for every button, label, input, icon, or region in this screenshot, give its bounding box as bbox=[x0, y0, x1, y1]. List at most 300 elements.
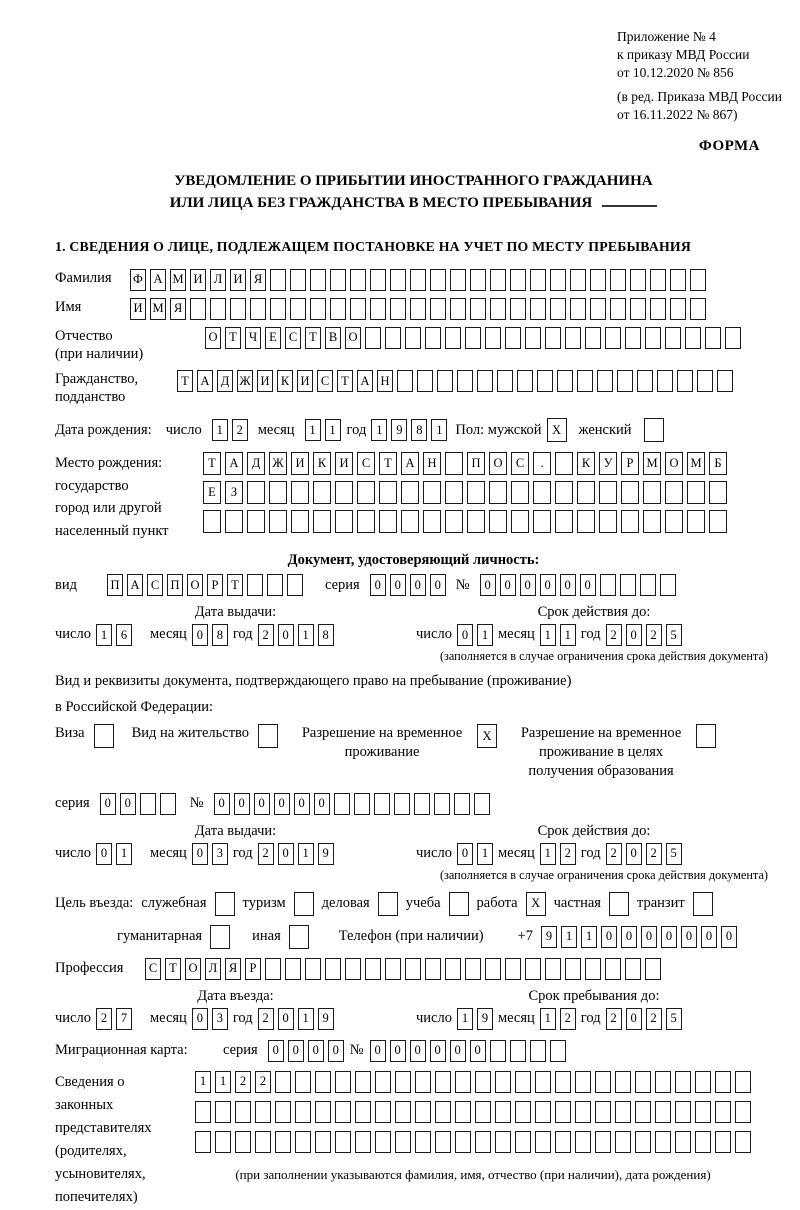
char-cell[interactable]: 1 bbox=[96, 624, 112, 646]
char-cell[interactable]: 3 bbox=[212, 1008, 228, 1030]
char-cell[interactable] bbox=[575, 1071, 591, 1093]
char-cell[interactable] bbox=[617, 370, 633, 392]
char-cell[interactable]: 1 bbox=[116, 843, 132, 865]
char-cell[interactable]: 0 bbox=[192, 624, 208, 646]
char-cell[interactable]: 1 bbox=[212, 419, 228, 441]
char-cell[interactable]: 0 bbox=[410, 1040, 426, 1062]
char-cell[interactable] bbox=[289, 925, 309, 949]
char-cell[interactable] bbox=[475, 1131, 491, 1153]
char-cell[interactable]: 1 bbox=[560, 624, 576, 646]
char-cell[interactable] bbox=[735, 1071, 751, 1093]
char-cell[interactable]: Ж bbox=[237, 370, 253, 392]
char-cell[interactable] bbox=[275, 1101, 291, 1123]
char-cell[interactable]: 0 bbox=[661, 926, 677, 948]
char-cell[interactable] bbox=[610, 269, 626, 291]
char-cell[interactable] bbox=[247, 510, 265, 533]
char-cell[interactable]: И bbox=[230, 269, 246, 291]
char-cell[interactable]: 2 bbox=[255, 1071, 271, 1093]
char-cell[interactable]: О bbox=[665, 452, 683, 475]
char-cell[interactable] bbox=[385, 327, 401, 349]
char-cell[interactable]: 5 bbox=[666, 843, 682, 865]
char-cell[interactable] bbox=[620, 574, 636, 596]
char-cell[interactable]: 9 bbox=[318, 1008, 334, 1030]
char-cell[interactable] bbox=[354, 793, 370, 815]
char-cell[interactable] bbox=[555, 1071, 571, 1093]
char-cell[interactable] bbox=[190, 298, 206, 320]
char-cell[interactable]: Н bbox=[423, 452, 441, 475]
char-cell[interactable]: 0 bbox=[457, 843, 473, 865]
char-cell[interactable] bbox=[665, 327, 681, 349]
char-cell[interactable] bbox=[435, 1071, 451, 1093]
char-cell[interactable] bbox=[267, 574, 283, 596]
char-cell[interactable]: 0 bbox=[560, 574, 576, 596]
char-cell[interactable] bbox=[455, 1131, 471, 1153]
char-cell[interactable] bbox=[725, 327, 741, 349]
char-cell[interactable] bbox=[370, 269, 386, 291]
char-cell[interactable] bbox=[605, 327, 621, 349]
char-cell[interactable]: X bbox=[477, 724, 497, 748]
char-cell[interactable] bbox=[395, 1071, 411, 1093]
char-cell[interactable]: И bbox=[297, 370, 313, 392]
char-cell[interactable] bbox=[470, 298, 486, 320]
char-cell[interactable]: 1 bbox=[298, 843, 314, 865]
char-cell[interactable] bbox=[295, 1101, 311, 1123]
char-cell[interactable] bbox=[415, 1071, 431, 1093]
char-cell[interactable]: О bbox=[187, 574, 203, 596]
char-cell[interactable] bbox=[545, 327, 561, 349]
char-cell[interactable]: 0 bbox=[278, 843, 294, 865]
char-cell[interactable] bbox=[715, 1101, 731, 1123]
char-cell[interactable] bbox=[310, 269, 326, 291]
char-cell[interactable] bbox=[395, 1101, 411, 1123]
char-cell[interactable] bbox=[599, 481, 617, 504]
char-cell[interactable] bbox=[715, 1131, 731, 1153]
char-cell[interactable] bbox=[585, 958, 601, 980]
char-cell[interactable]: 9 bbox=[541, 926, 557, 948]
char-cell[interactable] bbox=[415, 1131, 431, 1153]
char-cell[interactable] bbox=[265, 958, 281, 980]
char-cell[interactable] bbox=[575, 1131, 591, 1153]
char-cell[interactable] bbox=[660, 574, 676, 596]
char-cell[interactable] bbox=[455, 1101, 471, 1123]
char-cell[interactable] bbox=[677, 370, 693, 392]
char-cell[interactable] bbox=[230, 298, 246, 320]
char-cell[interactable]: Р bbox=[245, 958, 261, 980]
char-cell[interactable] bbox=[454, 793, 470, 815]
char-cell[interactable] bbox=[365, 327, 381, 349]
char-cell[interactable]: 2 bbox=[606, 843, 622, 865]
char-cell[interactable] bbox=[550, 1040, 566, 1062]
char-cell[interactable]: 0 bbox=[470, 1040, 486, 1062]
char-cell[interactable] bbox=[255, 1101, 271, 1123]
char-cell[interactable]: 0 bbox=[480, 574, 496, 596]
char-cell[interactable]: 0 bbox=[268, 1040, 284, 1062]
char-cell[interactable] bbox=[615, 1071, 631, 1093]
char-cell[interactable] bbox=[375, 1131, 391, 1153]
char-cell[interactable] bbox=[247, 574, 263, 596]
char-cell[interactable]: 2 bbox=[646, 843, 662, 865]
char-cell[interactable] bbox=[597, 370, 613, 392]
char-cell[interactable]: 0 bbox=[580, 574, 596, 596]
char-cell[interactable] bbox=[565, 958, 581, 980]
char-cell[interactable] bbox=[225, 510, 243, 533]
char-cell[interactable] bbox=[355, 1131, 371, 1153]
char-cell[interactable] bbox=[625, 327, 641, 349]
char-cell[interactable] bbox=[550, 269, 566, 291]
char-cell[interactable] bbox=[467, 481, 485, 504]
char-cell[interactable]: О bbox=[489, 452, 507, 475]
char-cell[interactable]: Т bbox=[227, 574, 243, 596]
char-cell[interactable] bbox=[709, 510, 727, 533]
char-cell[interactable] bbox=[489, 510, 507, 533]
char-cell[interactable] bbox=[643, 510, 661, 533]
char-cell[interactable]: 9 bbox=[391, 419, 407, 441]
char-cell[interactable] bbox=[310, 298, 326, 320]
char-cell[interactable] bbox=[355, 1071, 371, 1093]
char-cell[interactable] bbox=[401, 510, 419, 533]
char-cell[interactable] bbox=[670, 269, 686, 291]
char-cell[interactable] bbox=[475, 1101, 491, 1123]
char-cell[interactable]: 0 bbox=[234, 793, 250, 815]
char-cell[interactable] bbox=[430, 269, 446, 291]
char-cell[interactable] bbox=[291, 510, 309, 533]
char-cell[interactable] bbox=[315, 1131, 331, 1153]
char-cell[interactable]: М bbox=[150, 298, 166, 320]
char-cell[interactable]: 0 bbox=[626, 1008, 642, 1030]
char-cell[interactable]: Р bbox=[621, 452, 639, 475]
char-cell[interactable]: 1 bbox=[540, 1008, 556, 1030]
char-cell[interactable] bbox=[555, 1131, 571, 1153]
char-cell[interactable] bbox=[357, 510, 375, 533]
char-cell[interactable]: А bbox=[127, 574, 143, 596]
char-cell[interactable]: 7 bbox=[116, 1008, 132, 1030]
char-cell[interactable]: 0 bbox=[457, 624, 473, 646]
char-cell[interactable] bbox=[295, 1131, 311, 1153]
char-cell[interactable] bbox=[445, 510, 463, 533]
char-cell[interactable]: 1 bbox=[581, 926, 597, 948]
char-cell[interactable]: 0 bbox=[254, 793, 270, 815]
char-cell[interactable] bbox=[695, 1071, 711, 1093]
char-cell[interactable] bbox=[450, 298, 466, 320]
char-cell[interactable] bbox=[511, 481, 529, 504]
char-cell[interactable] bbox=[215, 1101, 231, 1123]
char-cell[interactable] bbox=[457, 370, 473, 392]
char-cell[interactable] bbox=[575, 1101, 591, 1123]
char-cell[interactable] bbox=[565, 327, 581, 349]
char-cell[interactable]: М bbox=[687, 452, 705, 475]
char-cell[interactable] bbox=[630, 269, 646, 291]
char-cell[interactable] bbox=[285, 958, 301, 980]
char-cell[interactable] bbox=[425, 958, 441, 980]
char-cell[interactable] bbox=[350, 269, 366, 291]
char-cell[interactable] bbox=[313, 510, 331, 533]
char-cell[interactable]: 2 bbox=[560, 1008, 576, 1030]
char-cell[interactable]: У bbox=[599, 452, 617, 475]
char-cell[interactable]: П bbox=[107, 574, 123, 596]
char-cell[interactable]: 0 bbox=[626, 624, 642, 646]
char-cell[interactable] bbox=[635, 1131, 651, 1153]
char-cell[interactable] bbox=[335, 510, 353, 533]
char-cell[interactable] bbox=[630, 298, 646, 320]
char-cell[interactable] bbox=[545, 958, 561, 980]
char-cell[interactable] bbox=[599, 510, 617, 533]
char-cell[interactable] bbox=[535, 1071, 551, 1093]
char-cell[interactable] bbox=[270, 298, 286, 320]
char-cell[interactable]: А bbox=[150, 269, 166, 291]
char-cell[interactable]: 5 bbox=[666, 1008, 682, 1030]
char-cell[interactable]: 2 bbox=[258, 843, 274, 865]
char-cell[interactable]: 1 bbox=[371, 419, 387, 441]
char-cell[interactable]: 1 bbox=[540, 843, 556, 865]
char-cell[interactable] bbox=[210, 298, 226, 320]
char-cell[interactable]: А bbox=[357, 370, 373, 392]
char-cell[interactable] bbox=[305, 958, 321, 980]
char-cell[interactable] bbox=[585, 327, 601, 349]
char-cell[interactable] bbox=[690, 269, 706, 291]
char-cell[interactable] bbox=[637, 370, 653, 392]
char-cell[interactable]: Д bbox=[247, 452, 265, 475]
char-cell[interactable]: 1 bbox=[540, 624, 556, 646]
char-cell[interactable]: Т bbox=[337, 370, 353, 392]
char-cell[interactable]: А bbox=[197, 370, 213, 392]
char-cell[interactable] bbox=[600, 574, 616, 596]
char-cell[interactable]: З bbox=[225, 481, 243, 504]
char-cell[interactable]: 0 bbox=[681, 926, 697, 948]
char-cell[interactable]: 0 bbox=[278, 1008, 294, 1030]
char-cell[interactable] bbox=[533, 510, 551, 533]
char-cell[interactable] bbox=[450, 269, 466, 291]
char-cell[interactable]: 8 bbox=[411, 419, 427, 441]
char-cell[interactable]: Я bbox=[170, 298, 186, 320]
char-cell[interactable]: 9 bbox=[477, 1008, 493, 1030]
char-cell[interactable]: О bbox=[205, 327, 221, 349]
char-cell[interactable] bbox=[495, 1071, 511, 1093]
char-cell[interactable] bbox=[685, 327, 701, 349]
char-cell[interactable] bbox=[695, 1131, 711, 1153]
char-cell[interactable] bbox=[375, 1071, 391, 1093]
char-cell[interactable]: 0 bbox=[370, 574, 386, 596]
char-cell[interactable] bbox=[160, 793, 176, 815]
char-cell[interactable] bbox=[735, 1131, 751, 1153]
char-cell[interactable] bbox=[530, 269, 546, 291]
char-cell[interactable] bbox=[595, 1101, 611, 1123]
char-cell[interactable] bbox=[595, 1071, 611, 1093]
char-cell[interactable] bbox=[287, 574, 303, 596]
char-cell[interactable]: И bbox=[335, 452, 353, 475]
char-cell[interactable] bbox=[255, 1131, 271, 1153]
char-cell[interactable]: Т bbox=[165, 958, 181, 980]
char-cell[interactable]: Ж bbox=[269, 452, 287, 475]
char-cell[interactable]: 8 bbox=[318, 624, 334, 646]
char-cell[interactable] bbox=[675, 1071, 691, 1093]
char-cell[interactable]: А bbox=[225, 452, 243, 475]
char-cell[interactable] bbox=[550, 298, 566, 320]
char-cell[interactable] bbox=[515, 1131, 531, 1153]
char-cell[interactable] bbox=[140, 793, 156, 815]
char-cell[interactable]: К bbox=[277, 370, 293, 392]
char-cell[interactable] bbox=[350, 298, 366, 320]
char-cell[interactable] bbox=[485, 327, 501, 349]
char-cell[interactable]: 0 bbox=[100, 793, 116, 815]
char-cell[interactable]: 3 bbox=[212, 843, 228, 865]
char-cell[interactable]: И bbox=[291, 452, 309, 475]
char-cell[interactable]: Т bbox=[203, 452, 221, 475]
char-cell[interactable] bbox=[640, 574, 656, 596]
char-cell[interactable] bbox=[535, 1101, 551, 1123]
char-cell[interactable] bbox=[410, 298, 426, 320]
char-cell[interactable]: 0 bbox=[641, 926, 657, 948]
char-cell[interactable] bbox=[570, 269, 586, 291]
char-cell[interactable] bbox=[235, 1131, 251, 1153]
char-cell[interactable]: 1 bbox=[431, 419, 447, 441]
char-cell[interactable] bbox=[94, 724, 114, 748]
char-cell[interactable] bbox=[435, 1101, 451, 1123]
char-cell[interactable] bbox=[533, 481, 551, 504]
char-cell[interactable] bbox=[334, 793, 350, 815]
char-cell[interactable]: М bbox=[170, 269, 186, 291]
char-cell[interactable]: Ч bbox=[245, 327, 261, 349]
char-cell[interactable] bbox=[530, 1040, 546, 1062]
char-cell[interactable] bbox=[295, 1071, 311, 1093]
char-cell[interactable] bbox=[269, 510, 287, 533]
char-cell[interactable] bbox=[644, 418, 664, 442]
char-cell[interactable]: 9 bbox=[318, 843, 334, 865]
char-cell[interactable]: К bbox=[577, 452, 595, 475]
char-cell[interactable] bbox=[595, 1131, 611, 1153]
char-cell[interactable] bbox=[294, 892, 314, 916]
char-cell[interactable]: 0 bbox=[96, 843, 112, 865]
char-cell[interactable] bbox=[477, 370, 493, 392]
char-cell[interactable] bbox=[425, 327, 441, 349]
char-cell[interactable] bbox=[335, 1071, 351, 1093]
char-cell[interactable] bbox=[247, 481, 265, 504]
char-cell[interactable]: Я bbox=[250, 269, 266, 291]
char-cell[interactable] bbox=[525, 327, 541, 349]
char-cell[interactable]: Ф bbox=[130, 269, 146, 291]
char-cell[interactable]: 0 bbox=[390, 574, 406, 596]
char-cell[interactable] bbox=[335, 1101, 351, 1123]
char-cell[interactable] bbox=[357, 481, 375, 504]
char-cell[interactable] bbox=[203, 510, 221, 533]
char-cell[interactable]: 1 bbox=[477, 843, 493, 865]
char-cell[interactable]: Р bbox=[207, 574, 223, 596]
char-cell[interactable]: 5 bbox=[666, 624, 682, 646]
char-cell[interactable] bbox=[615, 1101, 631, 1123]
char-cell[interactable] bbox=[423, 481, 441, 504]
char-cell[interactable]: О bbox=[185, 958, 201, 980]
char-cell[interactable] bbox=[355, 1101, 371, 1123]
char-cell[interactable]: 0 bbox=[278, 624, 294, 646]
char-cell[interactable] bbox=[537, 370, 553, 392]
char-cell[interactable] bbox=[215, 892, 235, 916]
char-cell[interactable] bbox=[235, 1101, 251, 1123]
char-cell[interactable]: 2 bbox=[560, 843, 576, 865]
char-cell[interactable] bbox=[621, 510, 639, 533]
char-cell[interactable]: 0 bbox=[314, 793, 330, 815]
char-cell[interactable] bbox=[445, 958, 461, 980]
char-cell[interactable] bbox=[505, 958, 521, 980]
char-cell[interactable]: П bbox=[467, 452, 485, 475]
char-cell[interactable] bbox=[374, 793, 390, 815]
char-cell[interactable]: 0 bbox=[308, 1040, 324, 1062]
char-cell[interactable] bbox=[379, 510, 397, 533]
char-cell[interactable]: Е bbox=[203, 481, 221, 504]
char-cell[interactable] bbox=[410, 269, 426, 291]
char-cell[interactable] bbox=[715, 1071, 731, 1093]
char-cell[interactable] bbox=[511, 510, 529, 533]
char-cell[interactable] bbox=[394, 793, 410, 815]
char-cell[interactable] bbox=[590, 269, 606, 291]
char-cell[interactable] bbox=[530, 298, 546, 320]
char-cell[interactable] bbox=[609, 892, 629, 916]
char-cell[interactable] bbox=[510, 1040, 526, 1062]
char-cell[interactable] bbox=[590, 298, 606, 320]
char-cell[interactable] bbox=[697, 370, 713, 392]
char-cell[interactable] bbox=[275, 1071, 291, 1093]
char-cell[interactable]: 1 bbox=[298, 624, 314, 646]
char-cell[interactable] bbox=[423, 510, 441, 533]
char-cell[interactable]: 0 bbox=[294, 793, 310, 815]
char-cell[interactable]: 0 bbox=[721, 926, 737, 948]
char-cell[interactable] bbox=[655, 1071, 671, 1093]
char-cell[interactable]: 2 bbox=[96, 1008, 112, 1030]
char-cell[interactable] bbox=[467, 510, 485, 533]
char-cell[interactable]: 2 bbox=[646, 624, 662, 646]
char-cell[interactable]: С bbox=[511, 452, 529, 475]
char-cell[interactable] bbox=[645, 958, 661, 980]
char-cell[interactable] bbox=[215, 1131, 231, 1153]
char-cell[interactable]: А bbox=[401, 452, 419, 475]
char-cell[interactable] bbox=[401, 481, 419, 504]
char-cell[interactable] bbox=[397, 370, 413, 392]
char-cell[interactable] bbox=[250, 298, 266, 320]
char-cell[interactable] bbox=[449, 892, 469, 916]
char-cell[interactable]: 0 bbox=[601, 926, 617, 948]
char-cell[interactable] bbox=[315, 1071, 331, 1093]
char-cell[interactable] bbox=[570, 298, 586, 320]
char-cell[interactable] bbox=[555, 452, 573, 475]
char-cell[interactable] bbox=[390, 298, 406, 320]
char-cell[interactable] bbox=[405, 327, 421, 349]
char-cell[interactable]: Н bbox=[377, 370, 393, 392]
char-cell[interactable]: С bbox=[285, 327, 301, 349]
char-cell[interactable] bbox=[655, 1131, 671, 1153]
char-cell[interactable]: Т bbox=[177, 370, 193, 392]
char-cell[interactable] bbox=[577, 370, 593, 392]
char-cell[interactable] bbox=[434, 793, 450, 815]
char-cell[interactable] bbox=[315, 1101, 331, 1123]
char-cell[interactable]: 0 bbox=[214, 793, 230, 815]
char-cell[interactable]: Б bbox=[709, 452, 727, 475]
char-cell[interactable]: С bbox=[147, 574, 163, 596]
char-cell[interactable] bbox=[445, 481, 463, 504]
char-cell[interactable]: Т bbox=[379, 452, 397, 475]
char-cell[interactable]: 2 bbox=[606, 624, 622, 646]
char-cell[interactable] bbox=[695, 1101, 711, 1123]
char-cell[interactable]: С bbox=[145, 958, 161, 980]
char-cell[interactable] bbox=[625, 958, 641, 980]
char-cell[interactable] bbox=[490, 269, 506, 291]
char-cell[interactable]: Д bbox=[217, 370, 233, 392]
char-cell[interactable] bbox=[270, 269, 286, 291]
char-cell[interactable] bbox=[437, 370, 453, 392]
char-cell[interactable] bbox=[290, 298, 306, 320]
char-cell[interactable]: 0 bbox=[450, 1040, 466, 1062]
char-cell[interactable] bbox=[635, 1071, 651, 1093]
char-cell[interactable]: 2 bbox=[606, 1008, 622, 1030]
char-cell[interactable]: 0 bbox=[701, 926, 717, 948]
char-cell[interactable] bbox=[555, 1101, 571, 1123]
